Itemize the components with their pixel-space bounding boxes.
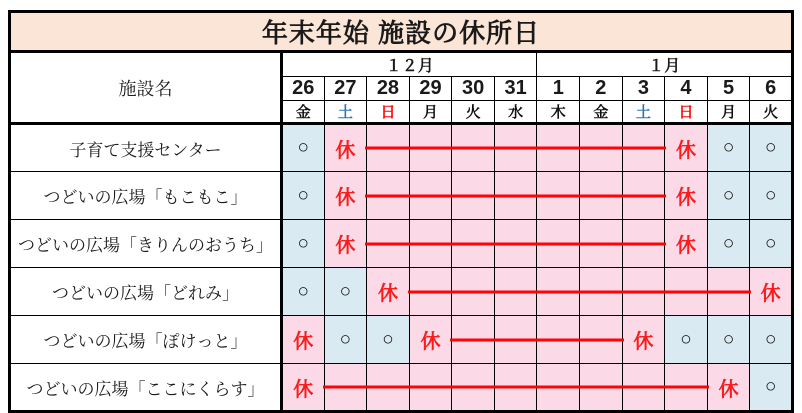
status-cell-line [537,172,580,220]
status-cell-closed: 休 [324,220,367,268]
status-cell-open: ○ [707,172,750,220]
date-cell: 4 [665,77,708,101]
weekday-cell: 木 [537,101,580,124]
weekday-cell: 月 [409,101,452,124]
status-cell-open: ○ [282,220,325,268]
status-cell-line [580,316,623,364]
status-cell-open: ○ [750,316,793,364]
status-cell-line [494,316,537,364]
status-cell-open: ○ [324,268,367,316]
status-cell-closed: 休 [622,316,665,364]
month-cell: １月 [537,52,793,77]
status-cell-line [580,124,623,172]
status-cell-open: ○ [282,268,325,316]
facility-row [10,124,793,172]
facility-name: つどいの広場「きりんのおうち」 [10,220,282,268]
status-cell-line [622,172,665,220]
weekday-cell: 金 [282,101,325,124]
status-cell-line [452,316,495,364]
status-cell-line [707,268,750,316]
weekday-cell: 水 [494,101,537,124]
status-cell-open: ○ [282,172,325,220]
status-cell-line [409,172,452,220]
status-cell-line [537,364,580,412]
facility-row [10,172,793,220]
status-cell-open: ○ [367,316,410,364]
title-row [10,12,793,52]
status-cell-line [537,124,580,172]
page-title: 年末年始 施設の休所日 [10,12,793,52]
status-cell-line [409,124,452,172]
status-cell-closed: 休 [282,364,325,412]
status-cell-line [452,268,495,316]
closure-schedule [8,10,794,413]
status-cell-open: ○ [707,124,750,172]
date-cell: 26 [282,77,325,101]
status-cell-line [622,220,665,268]
facility-row [10,268,793,316]
weekday-cell: 土 [324,101,367,124]
weekday-cell: 土 [622,101,665,124]
status-cell-open: ○ [750,364,793,412]
date-cell: 5 [707,77,750,101]
date-cell: 30 [452,77,495,101]
status-cell-line [580,220,623,268]
status-cell-line [580,364,623,412]
status-cell-closed: 休 [324,172,367,220]
status-cell-line [665,364,708,412]
date-cell: 28 [367,77,410,101]
status-cell-closed: 休 [707,364,750,412]
facility-name: つどいの広場「ここにくらす」 [10,364,282,412]
facility-row [10,220,793,268]
date-cell: 6 [750,77,793,101]
status-cell-line [665,268,708,316]
facility-name: つどいの広場「どれみ」 [10,268,282,316]
status-cell-closed: 休 [409,316,452,364]
status-cell-open: ○ [707,316,750,364]
date-cell: 27 [324,77,367,101]
status-cell-line [494,172,537,220]
weekday-cell: 火 [750,101,793,124]
status-cell-line [452,220,495,268]
date-cell: 31 [494,77,537,101]
facility-name: 子育て支援センター [10,124,282,172]
status-cell-line [622,124,665,172]
status-cell-closed: 休 [665,220,708,268]
status-cell-line [494,364,537,412]
status-cell-line [537,268,580,316]
status-cell-open: ○ [750,172,793,220]
month-header-row [10,52,793,77]
status-cell-line [367,124,410,172]
status-cell-line [622,268,665,316]
facility-column-header: 施設名 [10,52,282,124]
status-cell-line [537,220,580,268]
date-cell: 29 [409,77,452,101]
status-cell-line [409,268,452,316]
facility-name: つどいの広場「もこもこ」 [10,172,282,220]
status-cell-line [367,364,410,412]
status-cell-line [409,220,452,268]
facility-name: つどいの広場「ぽけっと」 [10,316,282,364]
date-cell: 2 [580,77,623,101]
status-cell-open: ○ [282,124,325,172]
status-cell-open: ○ [665,316,708,364]
status-cell-line [537,316,580,364]
weekday-cell: 火 [452,101,495,124]
status-cell-line [580,268,623,316]
weekday-cell: 日 [367,101,410,124]
status-cell-closed: 休 [367,268,410,316]
month-cell: １２月 [282,52,537,77]
status-cell-line [494,220,537,268]
facility-row [10,316,793,364]
weekday-cell: 日 [665,101,708,124]
date-cell: 3 [622,77,665,101]
status-cell-line [622,364,665,412]
status-cell-line [580,172,623,220]
status-cell-open: ○ [324,316,367,364]
status-cell-line [494,268,537,316]
status-cell-line [409,364,452,412]
status-cell-open: ○ [750,124,793,172]
status-cell-closed: 休 [665,124,708,172]
status-cell-closed: 休 [750,268,793,316]
schedule-table [8,10,794,413]
status-cell-line [367,172,410,220]
status-cell-open: ○ [707,220,750,268]
weekday-cell: 月 [707,101,750,124]
status-cell-line [452,364,495,412]
status-cell-line [494,124,537,172]
status-cell-line [452,124,495,172]
date-cell: 1 [537,77,580,101]
weekday-cell: 金 [580,101,623,124]
status-cell-line [452,172,495,220]
status-cell-line [367,220,410,268]
status-cell-line [324,364,367,412]
status-cell-open: ○ [750,220,793,268]
status-cell-closed: 休 [665,172,708,220]
status-cell-closed: 休 [282,316,325,364]
facility-row [10,364,793,412]
status-cell-closed: 休 [324,124,367,172]
